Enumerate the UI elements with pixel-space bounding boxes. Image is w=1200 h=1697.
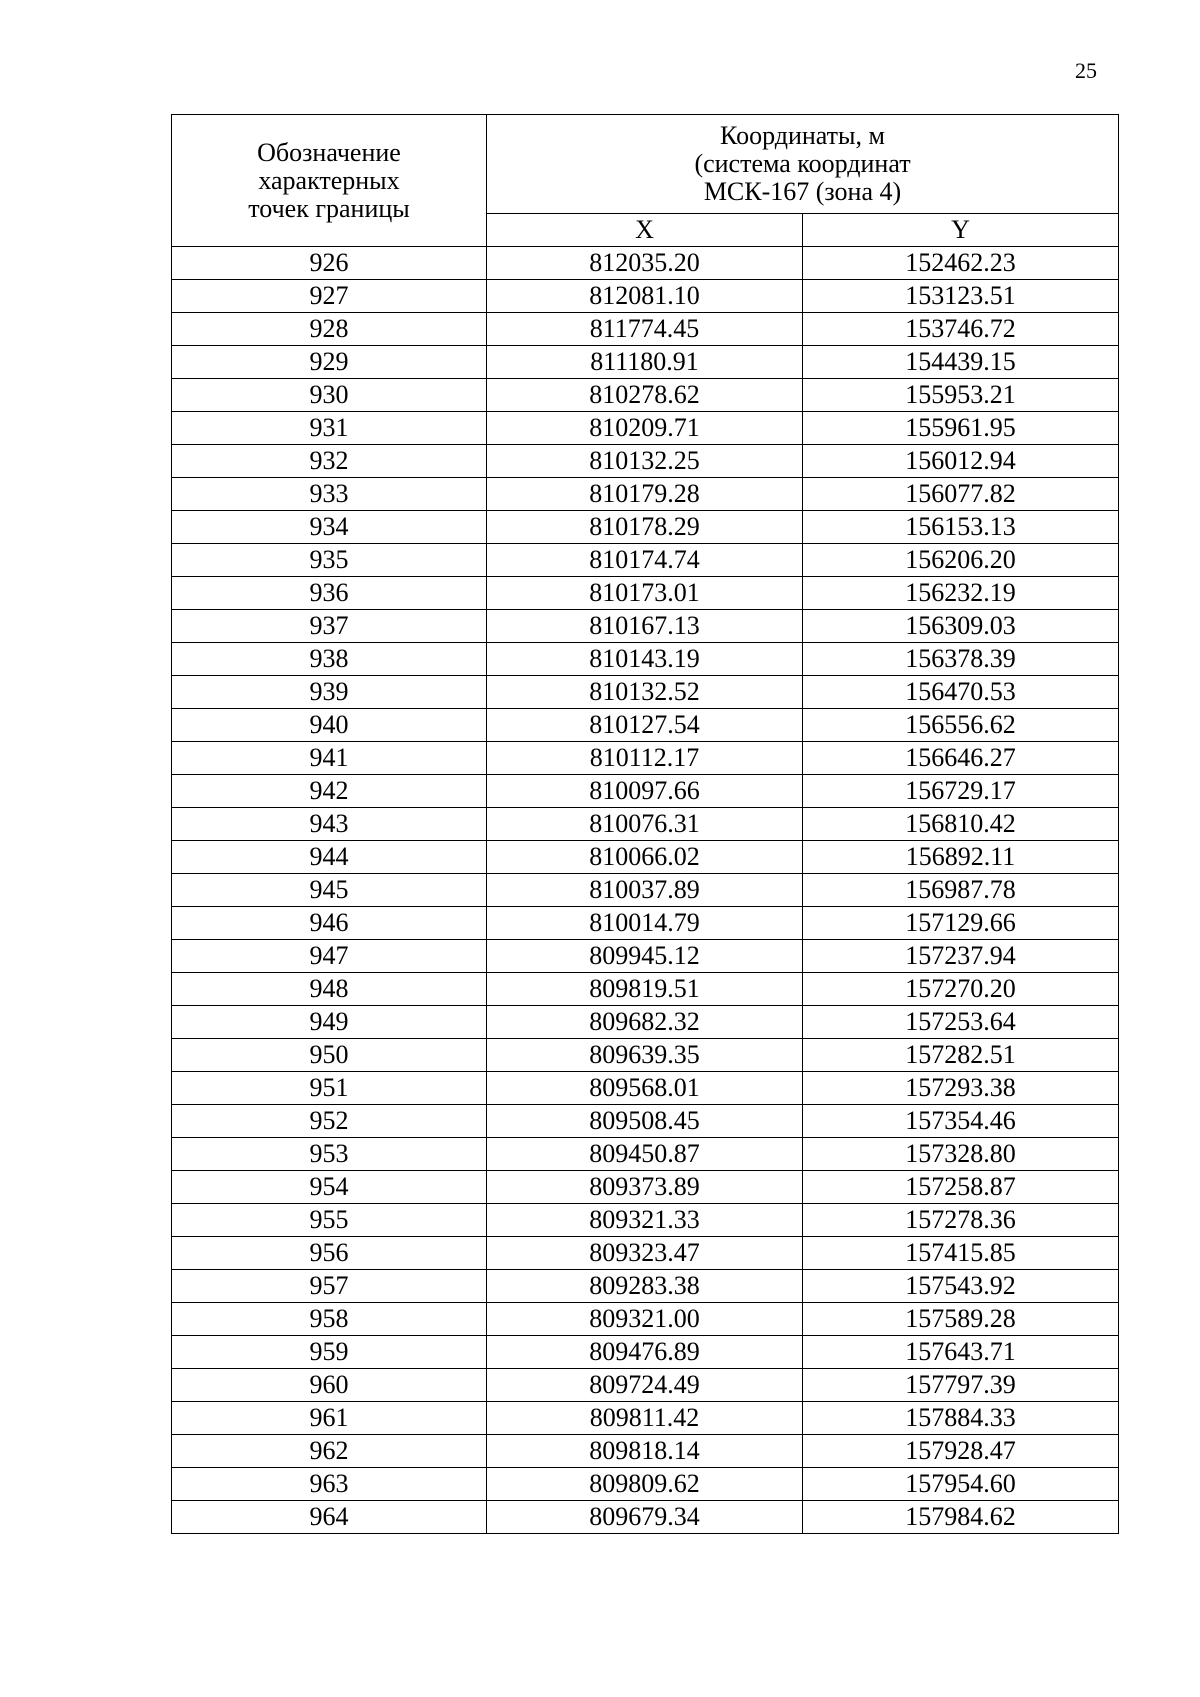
table-row (172, 1336, 1119, 1369)
x-cell: 812081.10 (487, 280, 803, 313)
x-cell: 810143.19 (487, 643, 803, 676)
x-cell: 809811.42 (487, 1402, 803, 1435)
x-cell: 809476.89 (487, 1336, 803, 1369)
point-cell: 959 (172, 1336, 487, 1369)
y-cell: 157954.60 (803, 1468, 1119, 1501)
point-cell: 962 (172, 1435, 487, 1468)
y-cell: 156309.03 (803, 610, 1119, 643)
table-row (172, 1237, 1119, 1270)
table-row (172, 1006, 1119, 1039)
y-cell: 156153.13 (803, 511, 1119, 544)
y-cell: 157282.51 (803, 1039, 1119, 1072)
header-coordinates: Координаты, м (система координат МСК-167 (зона 4) (487, 115, 1119, 214)
point-cell: 951 (172, 1072, 487, 1105)
point-cell: 944 (172, 841, 487, 874)
y-cell: 157415.85 (803, 1237, 1119, 1270)
x-cell: 809321.33 (487, 1204, 803, 1237)
y-cell: 157328.80 (803, 1138, 1119, 1171)
table-row (172, 478, 1119, 511)
x-cell: 809809.62 (487, 1468, 803, 1501)
table-row (172, 1171, 1119, 1204)
y-cell: 152462.23 (803, 247, 1119, 280)
table-row (172, 643, 1119, 676)
table-row (172, 313, 1119, 346)
point-cell: 933 (172, 478, 487, 511)
y-cell: 157354.46 (803, 1105, 1119, 1138)
table-row (172, 1435, 1119, 1468)
point-cell: 926 (172, 247, 487, 280)
y-cell: 154439.15 (803, 346, 1119, 379)
point-cell: 960 (172, 1369, 487, 1402)
y-cell: 156646.27 (803, 742, 1119, 775)
table-row (172, 577, 1119, 610)
point-cell: 952 (172, 1105, 487, 1138)
header-point-designation: Обозначение характерных точек границы (172, 115, 487, 247)
point-cell: 943 (172, 808, 487, 841)
y-cell: 155953.21 (803, 379, 1119, 412)
y-cell: 156556.62 (803, 709, 1119, 742)
point-cell: 937 (172, 610, 487, 643)
table-row (172, 445, 1119, 478)
table-row (172, 742, 1119, 775)
point-cell: 955 (172, 1204, 487, 1237)
table-row (172, 808, 1119, 841)
y-cell: 156810.42 (803, 808, 1119, 841)
x-cell: 810097.66 (487, 775, 803, 808)
table-row (172, 841, 1119, 874)
x-cell: 809568.01 (487, 1072, 803, 1105)
point-cell: 930 (172, 379, 487, 412)
y-cell: 157278.36 (803, 1204, 1119, 1237)
point-cell: 934 (172, 511, 487, 544)
x-cell: 809373.89 (487, 1171, 803, 1204)
table-body (172, 247, 1119, 1534)
table-row (172, 379, 1119, 412)
y-cell: 157928.47 (803, 1435, 1119, 1468)
x-cell: 809945.12 (487, 940, 803, 973)
x-cell: 809508.45 (487, 1105, 803, 1138)
x-cell: 810167.13 (487, 610, 803, 643)
y-cell: 156077.82 (803, 478, 1119, 511)
x-cell: 809682.32 (487, 1006, 803, 1039)
x-cell: 809819.51 (487, 973, 803, 1006)
x-cell: 810132.25 (487, 445, 803, 478)
table-row (172, 1369, 1119, 1402)
y-cell: 157270.20 (803, 973, 1119, 1006)
y-cell: 157543.92 (803, 1270, 1119, 1303)
point-cell: 945 (172, 874, 487, 907)
x-cell: 810014.79 (487, 907, 803, 940)
y-cell: 157237.94 (803, 940, 1119, 973)
y-cell: 157643.71 (803, 1336, 1119, 1369)
y-cell: 156470.53 (803, 676, 1119, 709)
table-row (172, 775, 1119, 808)
table-row (172, 1270, 1119, 1303)
table-row (172, 1138, 1119, 1171)
table-row (172, 412, 1119, 445)
table-row (172, 1105, 1119, 1138)
x-cell: 809321.00 (487, 1303, 803, 1336)
y-cell: 157884.33 (803, 1402, 1119, 1435)
x-cell: 811774.45 (487, 313, 803, 346)
point-cell: 963 (172, 1468, 487, 1501)
table-row (172, 280, 1119, 313)
x-cell: 811180.91 (487, 346, 803, 379)
x-cell: 810132.52 (487, 676, 803, 709)
y-cell: 153123.51 (803, 280, 1119, 313)
x-cell: 809639.35 (487, 1039, 803, 1072)
point-cell: 938 (172, 643, 487, 676)
table-row (172, 1402, 1119, 1435)
x-cell: 809283.38 (487, 1270, 803, 1303)
point-cell: 928 (172, 313, 487, 346)
y-cell: 157293.38 (803, 1072, 1119, 1105)
point-cell: 929 (172, 346, 487, 379)
table-row (172, 874, 1119, 907)
y-cell: 157258.87 (803, 1171, 1119, 1204)
y-cell: 157129.66 (803, 907, 1119, 940)
point-cell: 946 (172, 907, 487, 940)
y-cell: 156232.19 (803, 577, 1119, 610)
point-cell: 954 (172, 1171, 487, 1204)
y-cell: 157984.62 (803, 1501, 1119, 1534)
table-row (172, 1501, 1119, 1534)
point-cell: 940 (172, 709, 487, 742)
table-row (172, 973, 1119, 1006)
table-row (172, 247, 1119, 280)
point-cell: 936 (172, 577, 487, 610)
table-row (172, 346, 1119, 379)
point-cell: 927 (172, 280, 487, 313)
y-cell: 157797.39 (803, 1369, 1119, 1402)
point-cell: 964 (172, 1501, 487, 1534)
header-y: Y (803, 214, 1119, 247)
x-cell: 809450.87 (487, 1138, 803, 1171)
y-cell: 156892.11 (803, 841, 1119, 874)
table-row (172, 1072, 1119, 1105)
table-row (172, 1468, 1119, 1501)
x-cell: 810278.62 (487, 379, 803, 412)
point-cell: 949 (172, 1006, 487, 1039)
table-row (172, 1204, 1119, 1237)
x-cell: 809323.47 (487, 1237, 803, 1270)
table-row (172, 1303, 1119, 1336)
point-cell: 958 (172, 1303, 487, 1336)
y-cell: 156987.78 (803, 874, 1119, 907)
point-cell: 932 (172, 445, 487, 478)
table-row (172, 709, 1119, 742)
x-cell: 810174.74 (487, 544, 803, 577)
point-cell: 941 (172, 742, 487, 775)
point-cell: 956 (172, 1237, 487, 1270)
x-cell: 809724.49 (487, 1369, 803, 1402)
x-cell: 810179.28 (487, 478, 803, 511)
y-cell: 156206.20 (803, 544, 1119, 577)
point-cell: 942 (172, 775, 487, 808)
table-header (172, 115, 1119, 247)
table-row (172, 511, 1119, 544)
y-cell: 156729.17 (803, 775, 1119, 808)
y-cell: 156378.39 (803, 643, 1119, 676)
x-cell: 810076.31 (487, 808, 803, 841)
table-row (172, 907, 1119, 940)
x-cell: 810037.89 (487, 874, 803, 907)
page-number: 25 (1075, 58, 1097, 83)
point-cell: 935 (172, 544, 487, 577)
point-cell: 947 (172, 940, 487, 973)
table-row (172, 1039, 1119, 1072)
y-cell: 156012.94 (803, 445, 1119, 478)
point-cell: 957 (172, 1270, 487, 1303)
table-row (172, 676, 1119, 709)
x-cell: 810209.71 (487, 412, 803, 445)
y-cell: 157589.28 (803, 1303, 1119, 1336)
table-row (172, 610, 1119, 643)
x-cell: 810173.01 (487, 577, 803, 610)
table-row (172, 544, 1119, 577)
x-cell: 810066.02 (487, 841, 803, 874)
y-cell: 153746.72 (803, 313, 1119, 346)
point-cell: 953 (172, 1138, 487, 1171)
x-cell: 810112.17 (487, 742, 803, 775)
coordinates-table (171, 114, 1119, 1534)
y-cell: 157253.64 (803, 1006, 1119, 1039)
y-cell: 155961.95 (803, 412, 1119, 445)
x-cell: 812035.20 (487, 247, 803, 280)
x-cell: 809679.34 (487, 1501, 803, 1534)
point-cell: 961 (172, 1402, 487, 1435)
point-cell: 950 (172, 1039, 487, 1072)
x-cell: 810178.29 (487, 511, 803, 544)
point-cell: 948 (172, 973, 487, 1006)
x-cell: 809818.14 (487, 1435, 803, 1468)
point-cell: 931 (172, 412, 487, 445)
table-row (172, 940, 1119, 973)
x-cell: 810127.54 (487, 709, 803, 742)
header-x: X (487, 214, 803, 247)
point-cell: 939 (172, 676, 487, 709)
